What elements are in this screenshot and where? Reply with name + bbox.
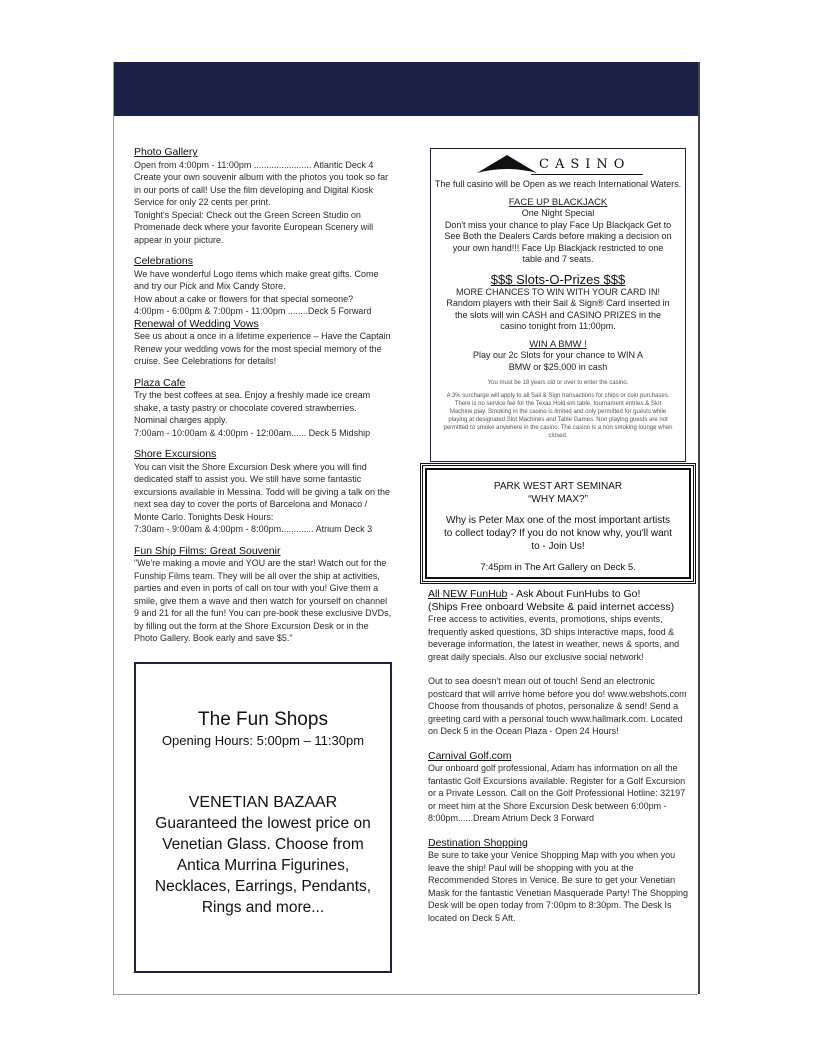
- blackjack-body: Don't miss your chance to play Face Up Blackjack Get to See Both the Dealers Cards before making a decision on your own hand!!! Face Up Blackjack restricted to one table and 7 seats.: [444, 219, 672, 264]
- shore-excursions-body: You can visit the Shore Excursion Desk where you will find dedicated staff to assist you. We still have some fantastic excursions available in Messina. Todd will be giving a talk on the next sea day to cover the ports of Barcelona and Monaco / Monte Carlo. Tonights Desk Hours:: [134, 461, 390, 522]
- photo-gallery-special: Tonight's Special: Check out the Green Screen Studio on Promenade deck where your favorite European Scenery will appear in your picture.: [134, 209, 374, 245]
- casino-box: [430, 148, 686, 462]
- funhub-subtitle: (Ships Free onboard Website & paid internet access): [428, 600, 675, 613]
- right-column: [428, 588, 690, 924]
- funhub-title-rest: - Ask About FunHubs to Go!: [507, 588, 641, 600]
- page-edge: [698, 62, 700, 994]
- photo-gallery-title: Photo Gallery: [134, 146, 198, 158]
- photo-gallery-section: [134, 146, 392, 246]
- casino-fine-print: A 3% surcharge will apply to all Sail & Sign transactions for chips or coin purchases. There is no service fee for the Texas Hold em table, tournament entries & Slot Machine play. Smoking in the casino is limited and only permitted for guests while playing at designated Slot Machines and Table Games. Non playing guests are not permitted to smoke anywhere in the casino. The casino is a non smoking lounge when closed.: [443, 393, 673, 439]
- venetian-bazaar-body: Guaranteed the lowest price on Venetian Glass. Choose from Antica Murrina Figurines, Necklaces, Earrings, Pendants, Rings and more...: [154, 815, 372, 916]
- funhub-title: [428, 588, 690, 601]
- newsletter-page: [113, 62, 698, 995]
- casino-logo: [431, 153, 685, 179]
- park-west-footer: 7:45pm in The Art Gallery on Deck 5.: [480, 562, 636, 573]
- renewal-body: See us about a once in a lifetime experience – Have the Captain Renew your wedding vows for the most special memory of the cruise. See Celebrations for details!: [134, 331, 391, 366]
- shore-excursions-hours: 7:30am - 9:00am & 4:00pm - 8:00pm............. Atrium Deck 3: [134, 524, 373, 534]
- funhub-link[interactable]: All NEW FunHub: [428, 588, 508, 600]
- renewal-title: Renewal of Wedding Vows: [134, 317, 259, 330]
- blackjack-subtitle: One Night Special: [521, 208, 595, 218]
- fun-shops-box: [134, 662, 392, 973]
- casino-age-notice: You must be 18 years old or over to enter the casino.: [487, 380, 629, 386]
- park-west-body: Why is Peter Max one of the most important artists to collect today? If you do not know why, you'll want to - Join Us!: [444, 515, 672, 552]
- spade-icon: [475, 153, 539, 177]
- fun-shops-title: The Fun Shops: [198, 709, 328, 730]
- golf-body: Our onboard golf professional, Adam has information on all the fantastic Golf Excursions available. Register for a Golf Excursion or a Private Lesson. Call on the Golf Professional Hotline: 32197 or meet him at the Shore Excursion Desk between 6:00pm - 8:00pm......Dream Atrium Deck 3 Forward: [428, 763, 686, 823]
- park-west-title: PARK WEST ART SEMINAR: [493, 481, 623, 492]
- photo-gallery-body: Create your own souvenir album with the photos you took so far in our ports of call! Use the film developing and Digital Kiosk Service for only 22 cents per print.: [134, 172, 389, 207]
- casino-logo-text: CASINO: [539, 157, 631, 172]
- shore-excursions-title: Shore Excursions: [134, 448, 217, 460]
- shore-excursions-section: [134, 448, 392, 536]
- plaza-cafe-hours: 7:00am - 10:00am & 4:00pm - 12:00am...... Deck 5 Midship: [134, 427, 371, 438]
- header-bar: [114, 62, 698, 116]
- celebrations-section: [134, 255, 392, 368]
- shopping-body: Be sure to take your Venice Shopping Map with you when you leave the ship! Paul will be shopping with you at the Recommended Stores in Venice. Be sure to get your Venetian Mask for the fantastic Venetian Masquerade Party! The Shopping Desk will be open today from 7:00pm to 8:30pm. The Desk Is located on Deck 5 Aft.: [428, 850, 688, 923]
- venetian-bazaar-title: VENETIAN BAZAAR: [188, 794, 338, 811]
- bmw-body: Play our 2c Slots for your chance to WIN A BMW or $25,000 in cash: [472, 350, 644, 372]
- photo-gallery-hours: Open from 4:00pm - 11:00pm ....................... Atlantic Deck 4: [134, 159, 374, 170]
- bmw-title: WIN A BMW !: [529, 338, 587, 350]
- celebrations-body: We have wonderful Logo items which make great gifts. Come and try our Pick and Mix Candy Store.: [134, 268, 379, 291]
- shopping-title: Destination Shopping: [428, 836, 528, 849]
- fun-ship-films-body: "We're making a movie and YOU are the star! Watch out for the Funship Films team. They will be all over the ship at activities, parties and even in ports of call on tour with you! Give them a smile, give them a wave and then watch for yourself on channel 9 and 21 for all the fun! You can pre-book these exclusive DVDs, by filling out the form at the Shore Excursion Desk or in the Photo Gallery. Book early and save $5.": [134, 558, 392, 643]
- fun-shops-hours: Opening Hours: 5:00pm – 11:30pm: [161, 733, 365, 748]
- fun-ship-films-section: [134, 545, 392, 645]
- plaza-cafe-section: [134, 377, 392, 440]
- celebrations-title: Celebrations: [134, 255, 193, 267]
- fun-ship-films-title: Fun Ship Films: Great Souvenir: [134, 544, 281, 557]
- plaza-cafe-body: Try the best coffees at sea. Enjoy a freshly made ice cream shake, a tasty pastry or chocolate covered strawberries. Nominal charges apply.: [134, 390, 371, 425]
- blackjack-title: FACE UP BLACKJACK: [508, 196, 608, 208]
- park-west-subtitle: “WHY MAX?”: [528, 494, 588, 505]
- casino-intro: The full casino will be Open as we reach International Waters.: [434, 179, 682, 189]
- park-west-box: [420, 463, 696, 584]
- celebrations-hours: 4:00pm - 6:00pm & 7:00pm - 11:00pm ........Deck 5 Forward: [134, 306, 372, 316]
- left-column: [134, 146, 392, 654]
- slots-body: MORE CHANCES TO WIN WITH YOUR CARD IN! Random players with their Sail & Sign® Card inserted in the slots will win CASH and CASINO PRIZES in the casino tonight from 11:00pm.: [446, 286, 670, 331]
- slots-title: $$$ Slots-O-Prizes $$$: [490, 271, 626, 287]
- casino-logo-underline: [531, 174, 643, 175]
- plaza-cafe-title: Plaza Cafe: [134, 376, 186, 389]
- funhub-body-2: Out to sea doesn't mean out of touch! Send an electronic postcard that will arrive home before you do! www.webshots.com Choose from thousands of photos, personalize & send! Send a greeting card with a personal touch www.hallmark.com. Located on Deck 5 in the Ocean Plaza - Open 24 Hours!: [428, 676, 687, 736]
- celebrations-question: How about a cake or flowers for that special someone?: [134, 293, 354, 304]
- funhub-body: Free access to activities, events, promotions, ships events, frequently asked questions, 3D ships interactive maps, food & beverage information, the latest in weather, news & sports, and great daily specials. Also our exclusive social network!: [428, 614, 680, 662]
- golf-title[interactable]: Carnival Golf.com: [428, 749, 512, 762]
